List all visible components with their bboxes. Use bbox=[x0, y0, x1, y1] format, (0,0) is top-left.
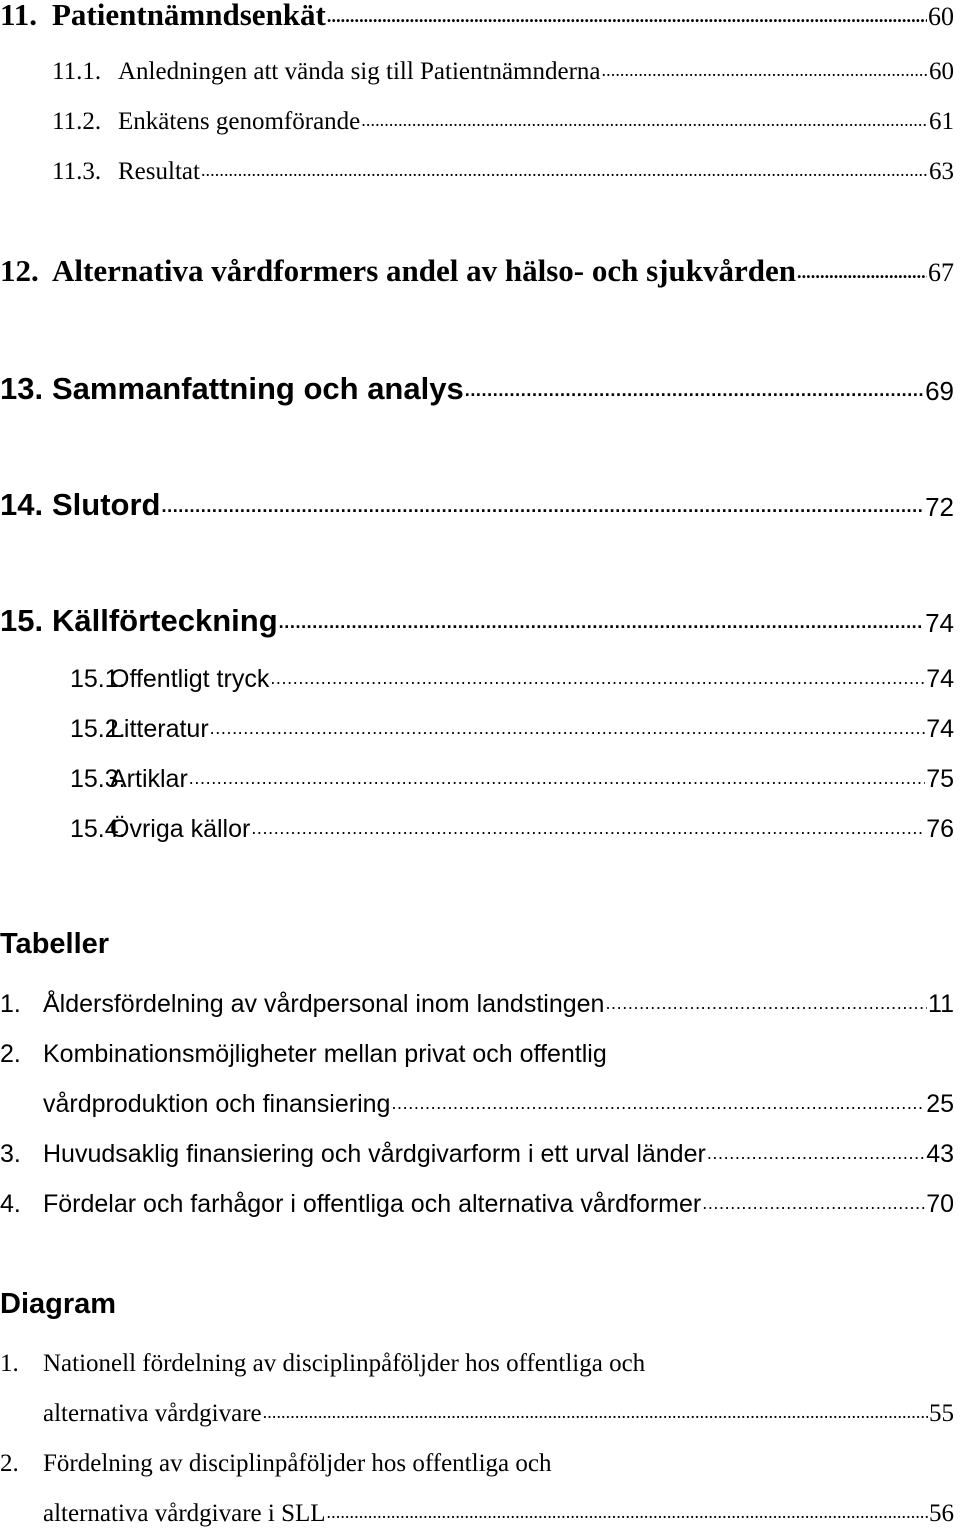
toc-entry-15-2[interactable] bbox=[0, 702, 954, 742]
toc-page-number: 43 bbox=[926, 1140, 954, 1168]
toc-number: 11.2. bbox=[52, 108, 102, 135]
toc-title: Nationell fördelning av disciplinpåföljder hos offentliga och bbox=[43, 1350, 646, 1377]
toc-page-number: 60 bbox=[929, 58, 954, 85]
toc-number: 15.1. bbox=[70, 665, 126, 693]
toc-number: 2. bbox=[0, 1450, 19, 1477]
toc-leader-dots bbox=[327, 7, 927, 25]
toc-entry-12[interactable] bbox=[0, 246, 954, 286]
table-entry-4[interactable] bbox=[0, 1177, 954, 1217]
toc-title: Patientnämndsenkät bbox=[52, 0, 326, 32]
toc-title: Resultat bbox=[118, 158, 200, 185]
toc-page-number: 55 bbox=[929, 1400, 954, 1427]
toc-page-number: 72 bbox=[925, 492, 954, 522]
toc-title: Övriga källor bbox=[110, 815, 251, 843]
toc-page-number: 76 bbox=[926, 815, 954, 843]
toc-title: Enkätens genomförande bbox=[118, 108, 361, 135]
table-entry-3[interactable] bbox=[0, 1127, 954, 1167]
toc-number: 15.4. bbox=[70, 815, 126, 843]
toc-number: 11.1. bbox=[52, 58, 102, 85]
toc-leader-dots bbox=[263, 1403, 928, 1421]
table-entry-1[interactable] bbox=[0, 977, 954, 1017]
toc-leader-dots bbox=[189, 769, 925, 787]
toc-title-continuation: vårdproduktion och finansiering bbox=[43, 1090, 391, 1118]
table-entry-2-line2[interactable] bbox=[0, 1077, 954, 1117]
toc-leader-dots bbox=[201, 161, 928, 179]
diagram-entry-2-line1[interactable] bbox=[0, 1436, 954, 1476]
toc-entry-15-1[interactable] bbox=[0, 652, 954, 692]
toc-leader-dots bbox=[361, 111, 928, 129]
toc-leader-dots bbox=[797, 263, 927, 281]
toc-title: Alternativa vårdformers andel av hälso- och sjukvården bbox=[52, 253, 796, 288]
toc-entry-11[interactable] bbox=[0, 0, 954, 30]
toc-number: 15.2. bbox=[70, 715, 126, 743]
toc-number: 1. bbox=[0, 1350, 19, 1377]
toc-page-number: 74 bbox=[926, 665, 954, 693]
toc-number: 12. bbox=[0, 253, 39, 288]
toc-leader-dots bbox=[162, 497, 925, 515]
toc-page-number: 67 bbox=[928, 258, 954, 287]
toc-page-number: 75 bbox=[926, 765, 954, 793]
toc-title: Kombinationsmöjligheter mellan privat och offentlig bbox=[43, 1040, 607, 1068]
toc-page-number: 61 bbox=[929, 108, 954, 135]
toc-leader-dots bbox=[210, 719, 926, 737]
toc-title: Artiklar bbox=[110, 765, 188, 793]
toc-title: Källförteckning bbox=[52, 603, 278, 638]
toc-leader-dots bbox=[702, 1194, 925, 1212]
toc-number: 3. bbox=[0, 1140, 21, 1168]
toc-number: 13. bbox=[0, 371, 44, 406]
toc-leader-dots bbox=[707, 1144, 925, 1162]
toc-entry-13[interactable] bbox=[0, 364, 954, 404]
toc-number: 15. bbox=[0, 603, 44, 638]
toc-title-continuation: alternativa vårdgivare bbox=[43, 1400, 262, 1427]
toc-page-number: 70 bbox=[926, 1190, 954, 1218]
toc-entry-14[interactable] bbox=[0, 480, 954, 520]
toc-leader-dots bbox=[270, 669, 925, 687]
toc-entry-15-4[interactable] bbox=[0, 802, 954, 842]
toc-entry-15-3[interactable] bbox=[0, 752, 954, 792]
toc-page-number: 69 bbox=[925, 376, 954, 406]
toc-title: Huvudsaklig finansiering och vårdgivarform i ett urval länder bbox=[43, 1140, 706, 1168]
diagrams-heading: Diagram bbox=[0, 1288, 117, 1320]
toc-number: 2. bbox=[0, 1040, 21, 1068]
toc-entry-11-3[interactable] bbox=[0, 144, 954, 184]
toc-page-number: 11 bbox=[928, 990, 954, 1018]
toc-entry-11-2[interactable] bbox=[0, 94, 954, 134]
toc-page-number: 25 bbox=[926, 1090, 954, 1118]
toc-title: Fördelar och farhågor i offentliga och alternativa vårdformer bbox=[43, 1190, 702, 1218]
toc-page-number: 74 bbox=[926, 715, 954, 743]
toc-leader-dots bbox=[605, 994, 927, 1012]
toc-title: Fördelning av disciplinpåföljder hos offentliga och bbox=[43, 1450, 552, 1477]
toc-number: 14. bbox=[0, 487, 44, 522]
toc-title-continuation: alternativa vårdgivare i SLL bbox=[43, 1500, 326, 1527]
table-entry-2-line1[interactable] bbox=[0, 1027, 954, 1067]
toc-title: Litteratur bbox=[110, 715, 209, 743]
toc-page-number: 74 bbox=[925, 608, 954, 638]
toc-number: 4. bbox=[0, 1190, 21, 1218]
toc-title: Åldersfördelning av vårdpersonal inom landstingen bbox=[43, 990, 605, 1018]
toc-number: 11.3. bbox=[52, 158, 102, 185]
diagram-entry-2-line2[interactable] bbox=[0, 1486, 954, 1526]
toc-number: 1. bbox=[0, 990, 21, 1018]
toc-number: 11. bbox=[0, 0, 38, 32]
toc-entry-15[interactable] bbox=[0, 596, 954, 636]
toc-title: Anledningen att vända sig till Patientnämnderna bbox=[118, 58, 601, 85]
toc-page-number: 63 bbox=[929, 158, 954, 185]
toc-leader-dots bbox=[602, 61, 928, 79]
toc-page-number: 60 bbox=[928, 2, 954, 31]
toc-leader-dots bbox=[327, 1503, 928, 1521]
tables-heading: Tabeller bbox=[0, 928, 110, 960]
toc-entry-11-1[interactable] bbox=[0, 44, 954, 84]
toc-leader-dots bbox=[391, 1094, 925, 1112]
toc-page-number: 56 bbox=[929, 1500, 954, 1527]
toc-title: Slutord bbox=[52, 487, 161, 522]
toc-title: Offentligt tryck bbox=[110, 665, 270, 693]
toc-title: Sammanfattning och analys bbox=[52, 371, 464, 406]
diagram-entry-1-line2[interactable] bbox=[0, 1386, 954, 1426]
toc-leader-dots bbox=[465, 381, 924, 399]
toc-number: 15.3. bbox=[70, 765, 126, 793]
toc-leader-dots bbox=[251, 819, 925, 837]
diagram-entry-1-line1[interactable] bbox=[0, 1336, 954, 1376]
toc-leader-dots bbox=[279, 613, 924, 631]
